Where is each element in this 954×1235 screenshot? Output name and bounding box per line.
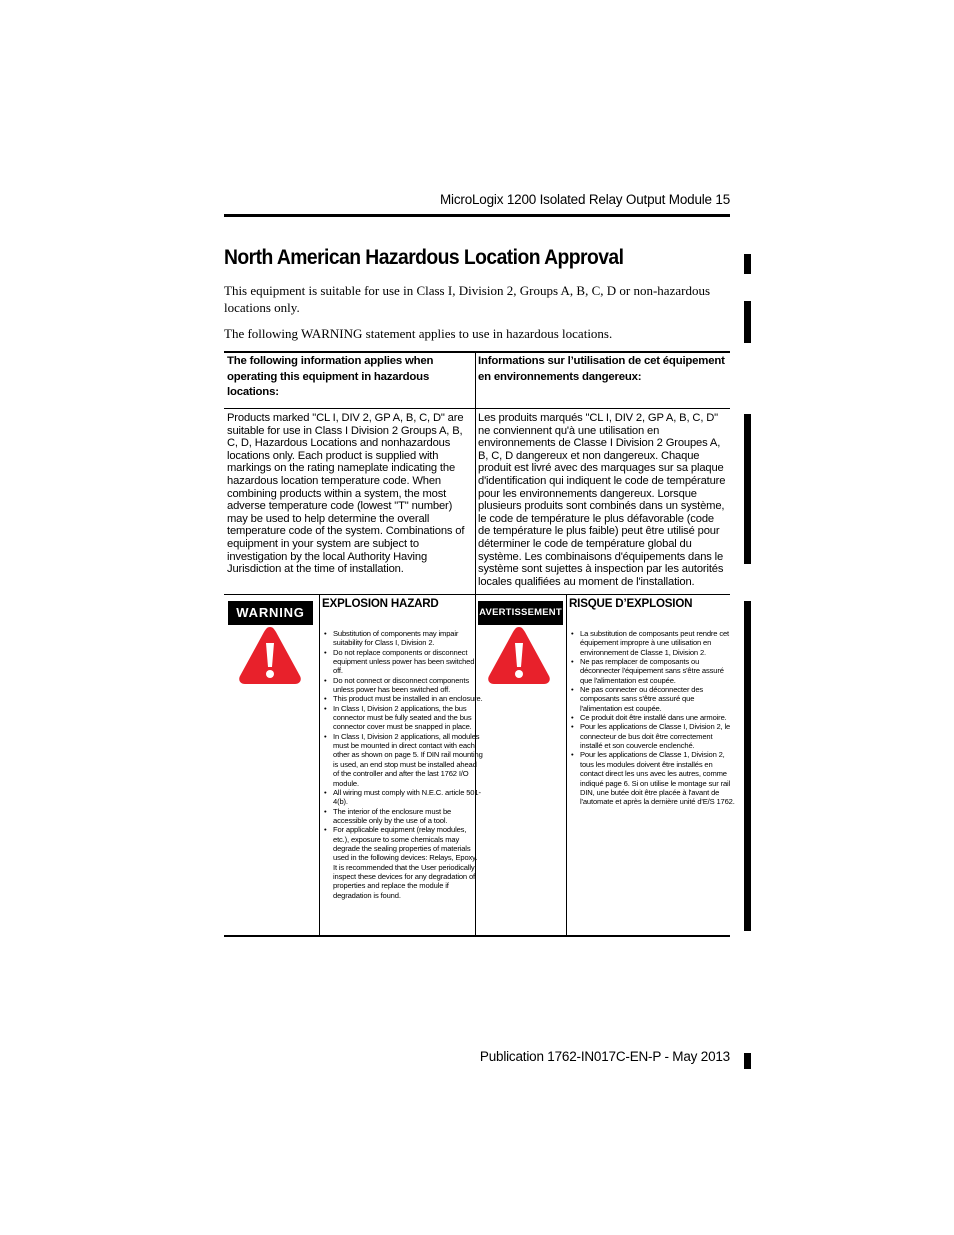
list-item: • In Class I, Division 2 applications, the bus connector must be fully seated and the bus connector cover must be snapped in place. bbox=[333, 704, 483, 732]
list-item: • All wiring must comply with N.E.C. article 501-4(b). bbox=[333, 788, 483, 807]
list-item: • Pour les applications de Classe 1, Division 2, tous les modules doivent être installés en contact direct les uns avec les autres, comme indiqué page 6. Si on utilise le montage sur rail DIN, une butée doit être placée à l'avant de l'automate et après la dernière unité d'E/S 1762. bbox=[580, 750, 736, 806]
table-row-rule bbox=[224, 594, 730, 595]
change-bar bbox=[744, 254, 751, 274]
warning-fr-divider bbox=[566, 595, 567, 936]
table-bottom-rule bbox=[224, 935, 730, 937]
warning-list-english bbox=[322, 629, 483, 900]
change-bar bbox=[744, 1053, 751, 1069]
change-bar bbox=[744, 301, 751, 343]
list-item: • Substitution of components may impair suitability for Class I, Division 2. bbox=[333, 629, 483, 648]
header-rule bbox=[224, 214, 730, 217]
warning-statement-paragraph: The following WARNING statement applies to use in hazardous locations. bbox=[224, 326, 613, 341]
explosion-hazard-title: EXPLOSION HAZARD bbox=[322, 597, 439, 610]
list-item: • For applicable equipment (relay modules, etc.), exposure to some chemicals may degrade the sealing properties of materials used in the following devices: Relays, Epoxy. It is recommended that the User periodically inspect these devices for any degradation of properties and replace the module if degradation is found. bbox=[333, 825, 483, 900]
publication-footer: Publication 1762-IN017C-EN-P - May 2013 bbox=[479, 1049, 730, 1064]
table-header-english: The following information applies when operating this equipment in hazardous locations: bbox=[227, 355, 434, 398]
list-item: • Ne pas remplacer de composants ou déconnecter l'équipement sans s'être assuré que l'alimentation est coupée. bbox=[580, 657, 736, 685]
warning-en-divider bbox=[319, 595, 320, 936]
table-body-english: Products marked "CL I, DIV 2, GP A, B, C, D" are suitable for use in Class I Division 2 Groups A, B, C, D, Hazardous Locations and nonhazardous locations only. Each product is supplied with markings on the rating nameplate indicating the hazardous location temperature code. When combining products within a system, the most adverse temperature code (lowest "T" number) may be used to help determine the overall temperature code of the system. Combinations of equipment in your system are subject to investigation by the local Authority Having Jurisdiction at the time of installation. bbox=[227, 412, 465, 576]
list-item: • Do not replace components or disconnect equipment unless power has been switched off. bbox=[333, 648, 483, 676]
risque-explosion-title: RISQUE D’EXPLOSION bbox=[569, 597, 693, 610]
change-bar bbox=[744, 601, 751, 931]
list-item: • Pour les applications de Classe I, Division 2, le connecteur de bus doit être correctement installé et son couvercle enclenché. bbox=[580, 722, 736, 750]
warning-list-french bbox=[569, 629, 736, 807]
warning-badge: WARNING bbox=[228, 601, 313, 625]
list-item: • Do not connect or disconnect components unless power has been switched off. bbox=[333, 676, 483, 695]
table-header-rule bbox=[224, 408, 730, 409]
table-top-rule bbox=[224, 351, 730, 353]
list-item: • This product must be installed in an enclosure. bbox=[333, 694, 483, 703]
warning-triangle-icon bbox=[237, 625, 303, 687]
list-item: • Ne pas connecter ou déconnecter des composants sans s'être assuré que l'alimentation est coupée. bbox=[580, 685, 736, 713]
table-body-french: Les produits marqués "CL I, DIV 2, GP A, B, C, D" ne conviennent qu'à une utilisation en environnements de Classe I Division 2 Groupes A, B, C, D dangereux et non dangereux. Chaque produit est livré avec des marquages sur sa plaque d'identification qui indiquent le code de température pour les environnements dangereux. Lorsque plusieurs produits sont combinés dans un système, le code de température le plus défavorable (code de température le plus faible) peut être utilisé pour déterminer le code de température global du système. Les combinaisons d'équipements dans le système sont sujettes à inspection par les autorités locales qualifiées au moment de l'installation. bbox=[478, 412, 726, 588]
list-item: • In Class I, Division 2 applications, all modules must be mounted in direct contact with each other as shown on page 5. If DIN rail mounting is used, an end stop must be installed ahead of the controller and after the last 1762 I/O module. bbox=[333, 732, 483, 788]
table-header-french: Informations sur l’utilisation de cet équipement en environnements dangereux: bbox=[478, 355, 725, 383]
list-item: • The interior of the enclosure must be accessible only by the use of a tool. bbox=[333, 807, 483, 826]
avertissement-badge: AVERTISSEMENT bbox=[478, 601, 563, 625]
page-title: North American Hazardous Location Approval bbox=[224, 246, 624, 269]
list-item: • Ce produit doit être installé dans une armoire. bbox=[580, 713, 736, 722]
change-bar bbox=[744, 414, 751, 564]
warning-triangle-icon bbox=[486, 625, 552, 687]
list-item: • La substitution de composants peut rendre cet équipement impropre à une utilisation en environnement de Classe 1, Division 2. bbox=[580, 629, 736, 657]
intro-paragraph: This equipment is suitable for use in Class I, Division 2, Groups A, B, C, D or non-hazardous locations only. bbox=[224, 283, 711, 315]
running-header: MicroLogix 1200 Isolated Relay Output Module 15 bbox=[440, 192, 731, 207]
